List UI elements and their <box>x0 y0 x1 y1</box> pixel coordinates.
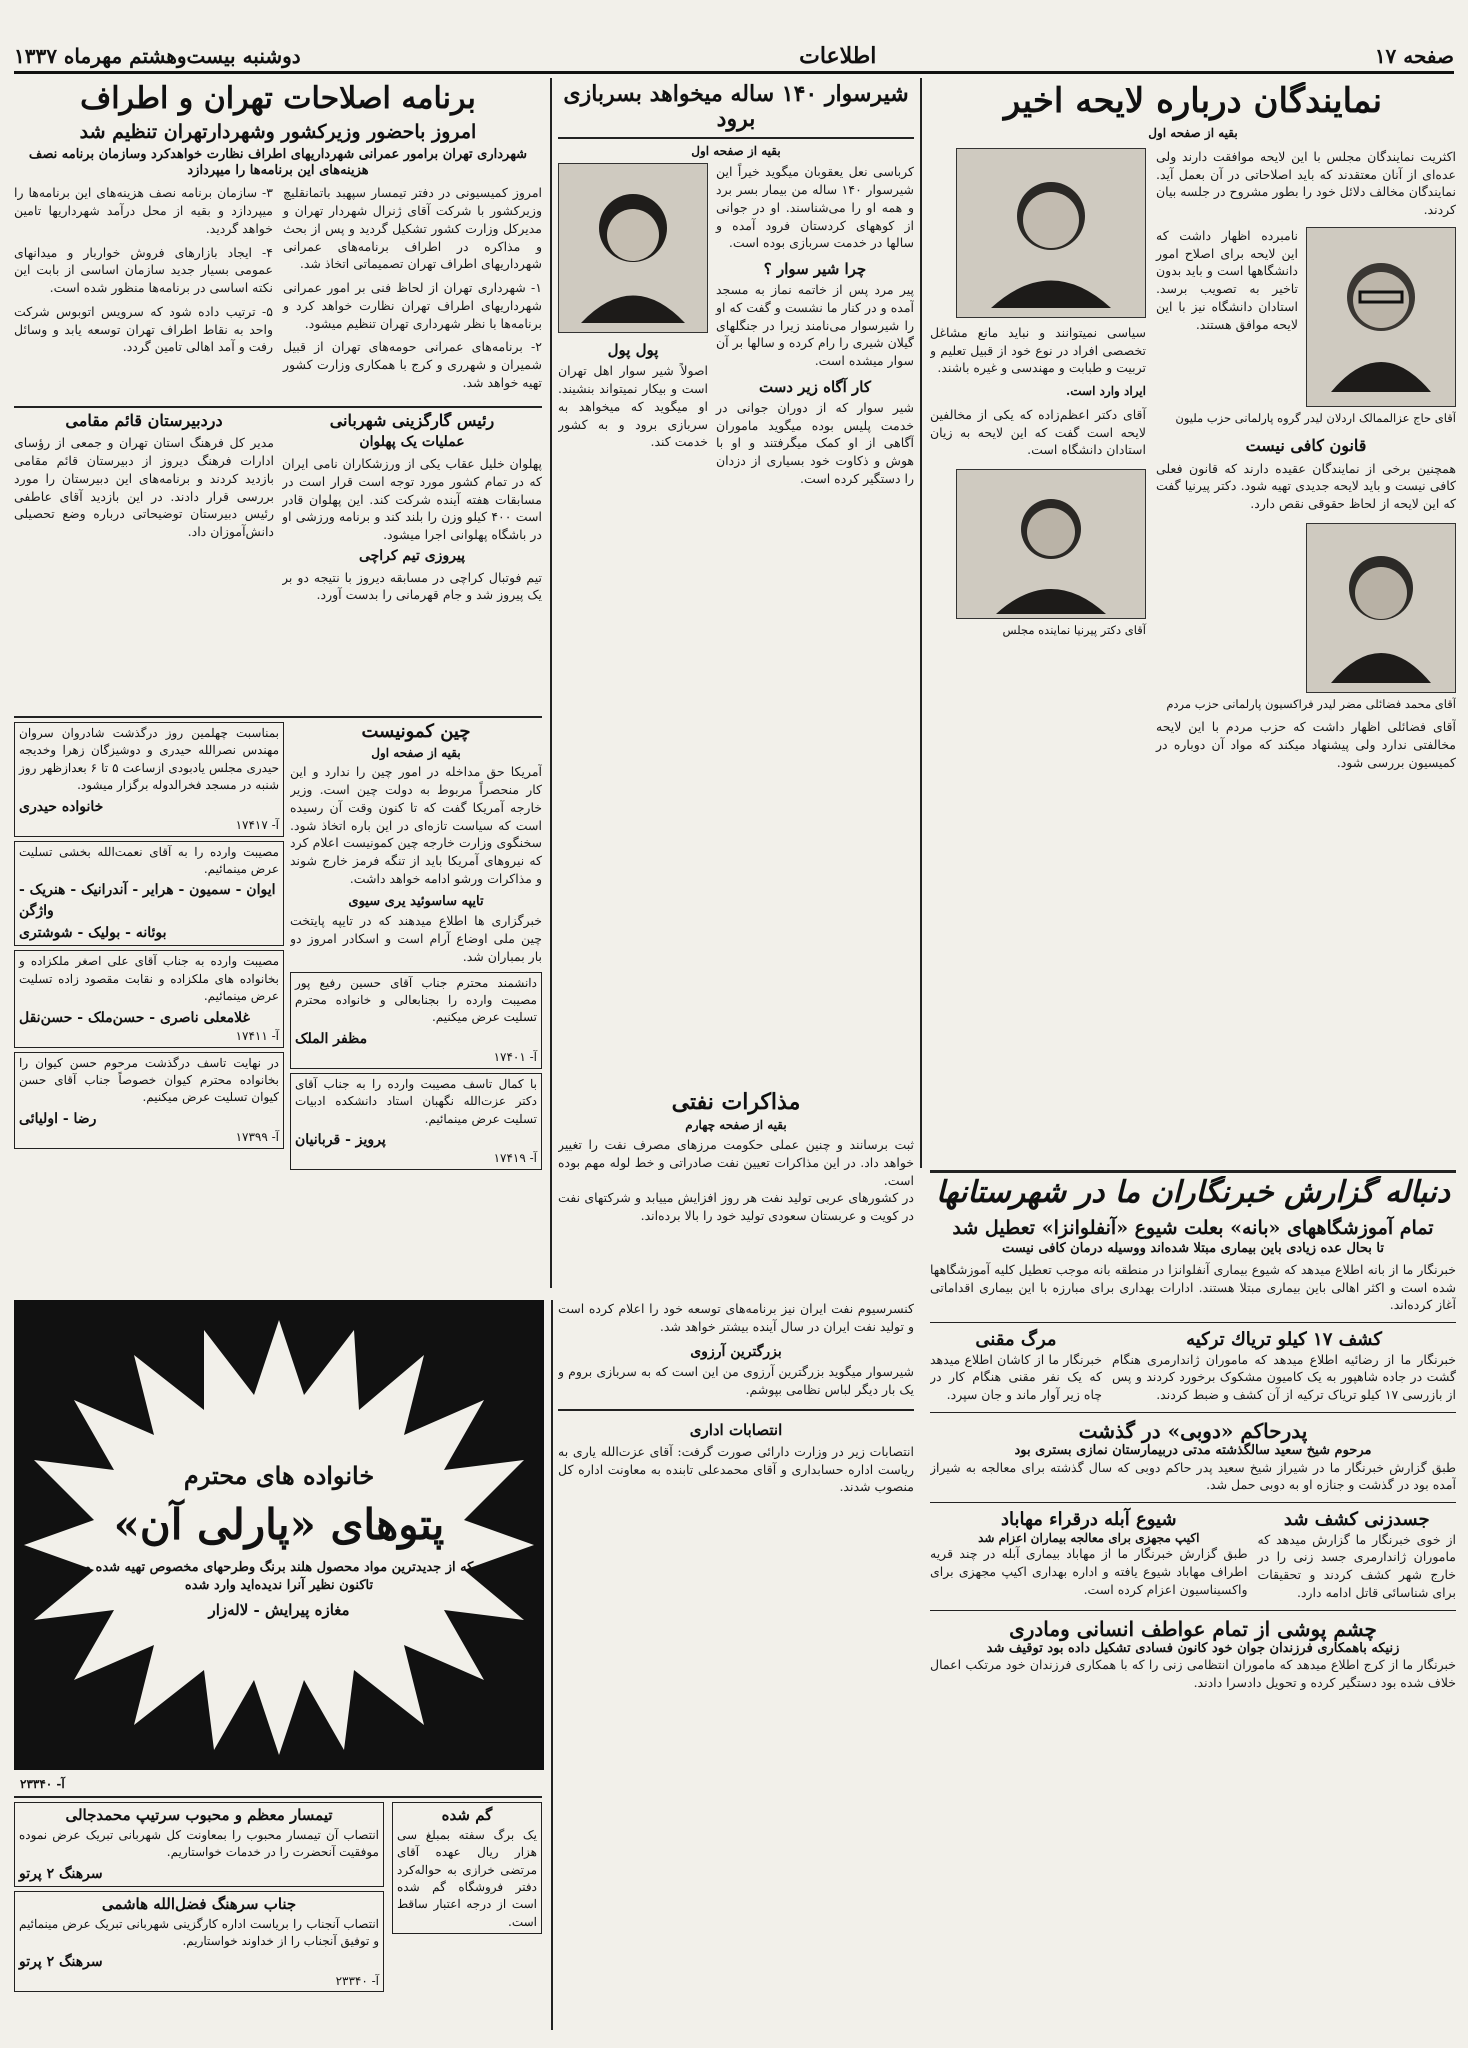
notice-text: یک برگ سفته بمبلغ سی هزار ریال عهده آقای مرتضی خرازی به حواله‌کرد دفتر فروشگاه گم شده است از درجه اعتبار ساقط است. <box>397 1827 537 1929</box>
body-text: خبرنگار ما از کرج اطلاع میدهد که ماموران انتظامی زنی را که با همکاری فرزندان خود مرتکب اعمال خلاف شده بود دستگیر کرده و تحویل دادسرا دادند. <box>930 1657 1456 1691</box>
subheading: پول پول <box>607 341 659 360</box>
portrait-photo <box>956 148 1146 318</box>
body-text: اصولاً شیر سوار اهل تهران است و بیکار نمیتواند بنشیند. او میگوید که میخواهد به سربازی برود و به کشور خدمت کند. <box>558 363 708 450</box>
notice-text: مصیبت وارده را به آقای نعمت‌الله بخشی تسلیت عرض مینمائیم. <box>19 844 279 877</box>
ad-ref: آ- ۲۳۳۴۰ <box>20 1777 65 1791</box>
paper-name: اطلاعات <box>799 42 877 69</box>
headline: برنامه اصلاحات تهران و اطراف <box>80 82 476 116</box>
condolence-notice <box>14 722 284 837</box>
article-school <box>14 412 274 712</box>
notice-text: انتصاب آنجناب را بریاست اداره کارگزینی شهربانی تبریک عرض مینمائیم و توفیق آنجناب را از خداوند خواستاریم. <box>19 1916 379 1948</box>
ad-brand: پتوهای «پارلی آن» <box>113 1499 445 1549</box>
page-number: صفحه ۱۷ <box>1374 43 1454 68</box>
subheading: پدرحاکم «دوبی» در گذشت <box>1078 1418 1308 1443</box>
condolence-notice <box>290 1073 542 1170</box>
notice-ref: آ- ۱۷۴۱۱ <box>235 1028 279 1043</box>
congratulation-notice <box>14 1802 384 1887</box>
notice-signature: خانواده حیدری <box>19 798 104 815</box>
column-rule <box>550 78 552 1288</box>
headline: شیرسوار ۱۴۰ ساله میخواهد بسربازی برود <box>558 82 914 139</box>
photo-caption: آقای دکتر پیرنیا نماینده مجلس <box>1002 623 1146 638</box>
body-text: سیاسی نمیتوانند و نباید مانع مشاغل تخصصی افراد در نوع خود از قبیل تعلیم و تربیت و طبابت و مهندسی و غیره باشند. <box>930 324 1146 376</box>
column-rule <box>551 1300 553 2030</box>
notice-signature: مظفر الملک <box>295 1030 368 1047</box>
subheading: چرا شیر سوار ؟ <box>763 260 867 279</box>
notice-signature: ایوان - سمیون - هرایر - آندرانیک - هنریک - واژگن <box>19 882 276 919</box>
ad-shop: مغازه پیرایش - لاله‌زار <box>208 1601 350 1620</box>
subheading: تمام آموزشگاههای «بانه» بعلت شیوع «آنفلوانزا» تعطیل شد <box>952 1216 1434 1239</box>
paragraph: ۴- ایجاد بازارهای فروش خواربار و میدانهای عمومی بسیار جدید سازمان اساسی از بابت این نکته اساسی در برنامه‌ها منظور شده است. <box>14 244 273 296</box>
body-text: طبق گزارش خبرنگار ما در شیراز شیخ سعید پدر حاکم دوبی که سال گذشته برای معالجه به شیراز آمده بود در گذشت و جنازه او به دوبی حمل شد. <box>930 1459 1456 1493</box>
body-text: آقای دکتر اعظم‌زاده که یکی از مخالفین لایحه است گفت که این لایحه به زیان استادان دانشگاه است. <box>930 406 1146 458</box>
notice-ref: آ- ۱۷۴۱۹ <box>493 1151 537 1166</box>
headline: مذاکرات نفتی <box>671 1090 801 1115</box>
body-text: مدیر کل فرهنگ استان تهران و جمعی از رؤسای ادارات فرهنگ دیروز از دبیرستان قائم مقامی بازدید کردند و برنامه‌های این دبیرستان را مورد بررسی قرار دادند. در این بازدید آقای عاطفی رئیس دبیرستان توضیحاتی درباره وضع تحصیلی دانش‌آموزان داد. <box>14 435 274 540</box>
article-reforms <box>14 82 542 402</box>
body-text: شیرسوار میگوید بزرگترین آرزوی من این است که به سربازی بروم و یک بار دیگر لباس نظامی بپوشم. <box>558 1364 914 1398</box>
portrait-photo <box>1306 227 1456 407</box>
section-rule <box>930 1170 1456 1173</box>
paragraph: امروز کمیسیونی در دفتر تیمسار سپهبد باتمانقلیچ وزیرکشور با شرکت آقای ژنرال شهردار تهران و مدیرکل وزارت کشور تشکیل گردید و پس از بحث و مذاکره در اطراف برنامه‌های عمرانی شهرداریهای اطراف تهران تصمیماتی اتخاذ شد. <box>283 185 542 272</box>
notice-ref: آ- ۱۷۴۰۱ <box>493 1050 537 1065</box>
body-text: همچنین برخی از نمایندگان عقیده دارند که قانون فعلی کافی نیست و باید لایحه جدیدی تهیه شود. دکتر پیرنیا گفت که این لایحه از لحاظ حقوقی نقص دارد. <box>1156 460 1456 512</box>
notice-text: با کمال تاسف مصیبت وارده را به جناب آقای دکتر عزت‌الله نگهبان استاد دانشکده ادبیات تسلیت عرض مینمائیم. <box>295 1076 537 1126</box>
lead: بقیه از صفحه اول <box>691 143 781 158</box>
body-text: کرباسی نعل یعقوبان میگوید خیراً این شیرسوار ۱۴۰ ساله من بیمار بسر برد و همه او را می‌شناسند. او در جوانی از کوههای کردستان فرود آمده و سالها در خدمت سربازی بوده است. <box>716 164 914 251</box>
body-text: طبق گزارش خبرنگار ما از مهاباد بیماری آبله در چند قریه اطراف مهاباد شیوع یافته و اداره بهداری اکیپ مجهزی برای واکسیناسیون اعزام کرده است. <box>930 1546 1248 1597</box>
subheading: مرگ مقنی <box>975 1329 1057 1351</box>
section-rule <box>14 406 542 408</box>
notice-text: بمناسبت چهلمین روز درگذشت شادروان سروان مهندس نصرالله حیدری و دوشیزگان زهرا وخدیجه حیدری مجلس یادبودی ازساعت ۵ تا ۶ بعدازظهر روز شنبه در مسجد فخرالدوله برگزار میشود. <box>19 726 279 793</box>
condolence-notice <box>14 841 284 947</box>
ad-body: که از جدیدترین مواد محصول هلند برنگ وطرحهای مخصوص تهیه شده و تاکنون نظیر آنرا ندیده‌اید وارد شده <box>84 1559 474 1593</box>
notice-title: گم شده <box>441 1806 493 1824</box>
notice-ref: آ- ۱۷۳۹۹ <box>235 1130 279 1145</box>
headline: دردبیرستان قائم مقامی <box>65 412 223 430</box>
subheading: انتصابات اداری <box>689 1420 783 1439</box>
deck: مرحوم شیخ سعید سالگذشته مدتی دربیمارستان نمازی بستری بود <box>1014 1442 1372 1458</box>
paragraph: ۲- برنامه‌های عمرانی حومه‌های تهران از قبیل شمیران و شهرری و کرج با همکاری وزارت کشور تهیه خواهد شد. <box>283 339 542 390</box>
body-text: آقای فضائلی اظهار داشت که حزب مردم با این لایحه مخالفتی ندارد ولی پیشنهاد میکند که مواد آن دوباره در کمیسیون بررسی شود. <box>1156 719 1456 770</box>
person-icon <box>573 173 693 323</box>
lost-notice <box>392 1802 542 2032</box>
condolence-notice <box>14 1052 284 1149</box>
notice-text: مصیبت وارده به جناب آقای علی اصغر ملکزاده و بخانواده های ملکزاده و نقابت مقصود زاده تسلیت عرض مینمائیم. <box>19 954 279 1004</box>
congratulation-notice <box>14 1891 384 1993</box>
subheading: قانون کافی نیست <box>1245 436 1367 456</box>
body-text <box>14 184 273 397</box>
notice-ref: آ- ۱۷۴۱۷ <box>235 817 279 832</box>
body-text: پیر مرد پس از خاتمه نماز به مسجد آمده و در کنار ما نشست و گفت که او را شیرسوار می‌نامند زیرا در جنگلهای گیلان شیری را رام کرده و سالها بر آن سوار میشده است. <box>716 282 914 369</box>
article-wrestling <box>282 412 542 712</box>
person-icon <box>1326 533 1436 683</box>
lost-item-notice <box>392 1802 542 1934</box>
lead: بقیه از صفحه چهارم <box>685 1118 787 1133</box>
article-representatives <box>930 82 1456 1162</box>
subheading: پیروزی تیم کراچی <box>358 547 466 564</box>
body-text: نامبرده اظهار داشت که این لایحه برای اصلاح امور دانشگاهها است و باید بدون تاخیر به تصویب برسد. استادان دانشگاه نیز با این لایحه موافق هستند. <box>1156 227 1298 332</box>
body-text: اکثریت نمایندگان مجلس با این لایحه موافقت دارند ولی عده‌ای از آنان معتقدند که باید اصلاحاتی در آن بعمل آید. نمایندگان مخالف دلائل خود را بطور مشروح در جلسه بیان کردند. <box>1156 148 1456 218</box>
headline: رئیس گارگزینی شهربانی <box>329 412 495 430</box>
article-oil-talks <box>558 1090 914 1280</box>
subheading: امروز باحضور وزیرکشور وشهردارتهران تنظیم شد <box>79 120 477 143</box>
notice-signature: رضا - اولیائی <box>19 1110 97 1127</box>
deck: زنیکه باهمکاری فرزندان جوان خود کانون فسادی تشکیل داده بود توقیف شد <box>986 1640 1400 1656</box>
notice-signature: پرویز - قربانیان <box>295 1132 386 1149</box>
body-text <box>283 184 542 397</box>
provincial-reports <box>930 1176 1456 2032</box>
notice-signature: غلامعلی ناصری - حسن‌ملک - حسن‌نقل <box>19 1009 250 1026</box>
body-text: آمریکا حق مداخله در امور چین را ندارد و این کار منحصراً مربوط به دولت چین است. وزیر خارجه آمریکا گفت که تا کنون وقت آن رسیده است که سیاست تازه‌ای در این باره اتخاذ شود. سخنگوی وزارت خارجه چین کمونیست اعلام کرد که نیروهای آمریکا باید از تنگه فرمز خارج شوند و مذاکرات ورشو ادامه خواهد داشت. <box>290 764 542 886</box>
lead: بقیه از صفحه اول <box>371 745 461 760</box>
deck: شهرداری تهران برامور عمرانی شهرداریهای اطراف نظارت خواهدکرد وسازمان برنامه نصف هزینه‌های این برنامه‌ها را میپردازد <box>28 147 528 178</box>
body-text: تیم فوتبال کراچی در مسابقه دیروز با نتیجه دو بر یک پیروز شد و جام قهرمانی را بدست آورد. <box>282 569 542 603</box>
headline: نمایندگان درباره لایحه اخیر <box>1003 82 1383 121</box>
condolence-notice <box>14 950 284 1047</box>
body-text: خبرنگار ما از بانه اطلاع میدهد که شیوع بیماری آنفلوانزا در منطقه بانه موجب تعطیل کلیه آموزشگاهها شده است و اکثر اهالی باین بیماری مبتلا هستند. ادارات بهداری برای مبارزه با این بیماری اقداماتی آغاز کرده‌اند. <box>930 1261 1456 1313</box>
notice-signature: سرهنگ ۲ پرتو <box>19 1954 103 1971</box>
subheading: کار آگاه زیر دست <box>758 377 872 396</box>
person-icon <box>981 158 1121 308</box>
photo-caption: آقای محمد فضائلی مضر لیدر فراکسیون پارلمانی حزب مردم <box>1166 696 1456 711</box>
article-lion-rider <box>558 82 914 1082</box>
ad-heading: خانواده های محترم <box>183 1460 375 1490</box>
portrait-photo <box>956 469 1146 619</box>
notices-column-2 <box>290 722 542 1292</box>
section-rule <box>14 1796 542 1798</box>
subheading: چشم پوشی از تمام عواطف انسانی ومادری <box>1009 1616 1377 1641</box>
portrait-photo <box>1306 523 1456 693</box>
person-icon <box>986 474 1116 614</box>
subheading: عملیات یک پهلوان <box>359 434 465 451</box>
notice-signature: سرهنگ ۲ پرتو <box>19 1865 103 1882</box>
notice-title: تیمسار معظم و محبوب سرتیپ محمدجالی <box>65 1806 333 1824</box>
notice-title: جناب سرهنگ فضل‌الله هاشمی <box>101 1894 297 1913</box>
body-text: در کشورهای عربی تولید نفت هر روز افزایش مییابد و شرکتهای نفت در کویت و عربستان سعودی تولید خود را بالا برده‌اند. <box>558 1190 914 1224</box>
paragraph: ۵- ترتیب داده شود که سرویس اتوبوس شرکت واحد به نقاط اطراف تهران توسعه یابد و وسائل رفت و آمد اهالی تامین گردد. <box>14 303 273 355</box>
article-oil-continued <box>558 1300 914 2030</box>
portrait-photo <box>558 163 708 333</box>
paragraph: ۳- سازمان برنامه نصف هزینه‌های این برنامه‌ها را میپردازد و بقیه از محل درآمد شهرداریها تامین خواهد گردید. <box>14 185 273 236</box>
notice-text: در نهایت تاسف درگذشت مرحوم حسن کیوان را بخانواده محترم کیوان خصوصاً جناب آقای حسن کیوان تسلیت عرض میکنیم. <box>19 1055 279 1105</box>
notice-signature: بوئانه - بولیک - شوشتری <box>19 925 167 942</box>
notice-ref: آ- ۲۳۳۴۰ <box>335 1973 379 1988</box>
ad-content <box>54 1380 504 1700</box>
person-icon <box>1326 242 1436 392</box>
body-text: خبرگزاری ها اطلاع میدهند که در تایپه پایتخت چین ملی اوضاع آرام است و اسکادر امروز دو بار بمباران شد. <box>290 913 542 964</box>
section-rule <box>14 716 542 718</box>
blanket-advertisement <box>14 1300 544 1770</box>
body-text: خبرنگار ما از رضائیه اطلاع میدهد که ماموران ژاندارمری هنگام گشت در جاده شاهپور به یک کامیون مشکوک برخورد کردند و پس از بازرسی ۱۷ کیلو تریاک ترکیه از آن کشف و ضبط کردند. <box>1112 1351 1456 1403</box>
congratulation-notices <box>14 1802 384 2032</box>
deck: اکیپ مجهزی برای معالجه بیماران اعزام شد <box>978 1530 1200 1545</box>
subheading: کشف ۱۷ کیلو تریاك ترکیه <box>1186 1329 1382 1351</box>
subheading: بزرگترین آرزوی <box>690 1343 782 1360</box>
subheading: جسدزنی کشف شد <box>1283 1509 1430 1531</box>
paragraph: ۱- شهرداری تهران از لحاظ فنی بر امور عمرانی شهرداریهای اطراف تهران نظارت خواهد کرد و برنامه‌ها با نظر شهرداری تهران تنظیم میشود. <box>283 280 542 331</box>
condolence-notice <box>290 972 542 1069</box>
headline: چین کمونیست <box>361 722 471 742</box>
subheading: تایپه ساسوئید یری سیوی <box>348 893 484 909</box>
subheading: شیوع آبله درقراء مهاباد <box>1000 1509 1177 1531</box>
notice-text: دانشمند محترم جناب آقای حسین رفیع پور مصیبت وارده را بجنابعالی و خانواده محترم تسلیت عرض میکنیم. <box>295 975 537 1025</box>
body-text: انتصابات زیر در وزارت دارائی صورت گرفت: آقای عزت‌الله یاری به ریاست اداره حسابداری و آقای محمدعلی تابنده به معاونت اداره کل منصوب شدند. <box>558 1443 914 1495</box>
photo-caption: آقای حاج عزالممالک اردلان لیدر گروه پارلمانی حزب ملیون <box>1175 410 1456 425</box>
masthead <box>14 40 1454 74</box>
lead: بقیه از صفحه اول <box>1148 126 1238 141</box>
section-rule <box>558 1409 914 1411</box>
body-text: از خوی خبرنگار ما گزارش میدهد که ماموران ژاندارمری جسد زنی را در خارج شهر کشف کردند و تحقیقات برای شناسائی قاتل ادامه دارد. <box>1257 1531 1456 1600</box>
headline: دنباله گزارش خبرنگاران ما در شهرستانها <box>936 1176 1450 1210</box>
body-text: پهلوان خلیل عقاب یکی از ورزشکاران نامی ایران که در تمام کشور مورد توجه است قرار است در مسابقات هفته آینده شرکت کند. این پهلوان قادر است ۴۰۰ کیلو وزن را بلند کند و برنامه ورزشی او در باشگاه پهلوانی اجرا میشود. <box>282 456 542 543</box>
body-text: شیر سوار که از دوران جوانی در خدمت پلیس بوده میگوید ماموران آگاهی از او کمک میگرفتند و او با هوش و ذکاوت خود بسیاری از دزدان را دستگیر کرده است. <box>716 399 914 486</box>
side-note: ایراد وارد است. <box>1066 384 1146 399</box>
deck: تا بحال عده زیادی باین بیماری مبتلا شده‌اند ووسیله درمان کافی نیست <box>1002 1241 1384 1257</box>
body-text: کنسرسیوم نفت ایران نیز برنامه‌های توسعه خود را اعلام کرده است و تولید نفت ایران در سال آینده بیشتر خواهد شد. <box>558 1301 914 1334</box>
body-text: ثبت برسانند و چنین عملی حکومت مرزهای مصرف نفت را تغییر خواهد داد. در این مذاکرات تعیین نفت صادراتی و خط لوله مهم بوده است. <box>558 1137 914 1188</box>
body-text: خبرنگار ما از کاشان اطلاع میدهد که یک نفر مقنی هنگام کار در چاه زیر آوار ماند و جان سپرد. <box>930 1351 1102 1403</box>
notices-column <box>14 722 284 1292</box>
issue-date: دوشنبه بیست‌وهشتم مهرماه ۱۳۳۷ <box>14 43 301 68</box>
column-rule <box>920 78 922 1168</box>
notice-text: انتصاب آن تیمسار محبوب را بمعاونت کل شهربانی تبریک عرض نموده موفقیت آنحضرت را در خدمات خواستاریم. <box>19 1827 379 1860</box>
